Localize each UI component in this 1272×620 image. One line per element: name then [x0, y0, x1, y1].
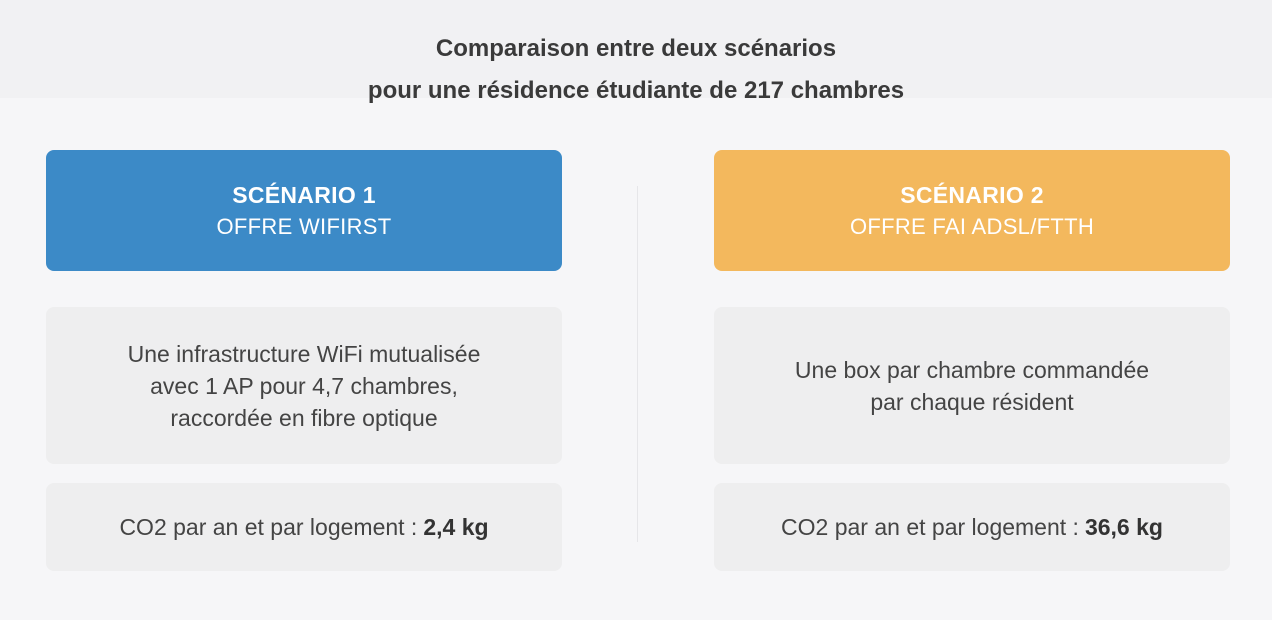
scenario-1-co2-value: 2,4 kg [423, 513, 489, 540]
scenario-1-co2-label: CO2 par an et par logement : [119, 513, 418, 540]
scenario-2-description [714, 307, 1230, 464]
scenario-1-header [46, 150, 562, 271]
scenario-1-description [46, 307, 562, 464]
page-title [0, 28, 1272, 112]
scenario-2-header [714, 150, 1230, 271]
scenario-1-description-line: avec 1 AP pour 4,7 chambres, [150, 372, 458, 399]
scenario-1-name: SCÉNARIO 1 [232, 182, 376, 208]
scenario-2-description-line: par chaque résident [870, 388, 1074, 415]
scenario-2-co2-label: CO2 par an et par logement : [781, 513, 1079, 540]
scenario-2-description-line: Une box par chambre commandée [794, 356, 1150, 383]
scenario-2-co2 [714, 483, 1230, 571]
scenario-2-name: SCÉNARIO 2 [900, 182, 1044, 208]
scenario-2-co2-value: 36,6 kg [1084, 513, 1163, 540]
title-line-1: Comparaison entre deux scénarios [435, 35, 837, 62]
title-line-2: pour une résidence étudiante de 217 chambres [367, 77, 905, 104]
scenario-1-offer: OFFRE WIFIRST [216, 214, 392, 239]
scenario-2-offer: OFFRE FAI ADSL/FTTH [849, 214, 1095, 239]
scenario-1-description-line: Une infrastructure WiFi mutualisée [127, 340, 481, 367]
column-divider [637, 186, 638, 542]
scenario-1-co2 [46, 483, 562, 571]
scenario-1-description-line: raccordée en fibre optique [170, 404, 438, 431]
